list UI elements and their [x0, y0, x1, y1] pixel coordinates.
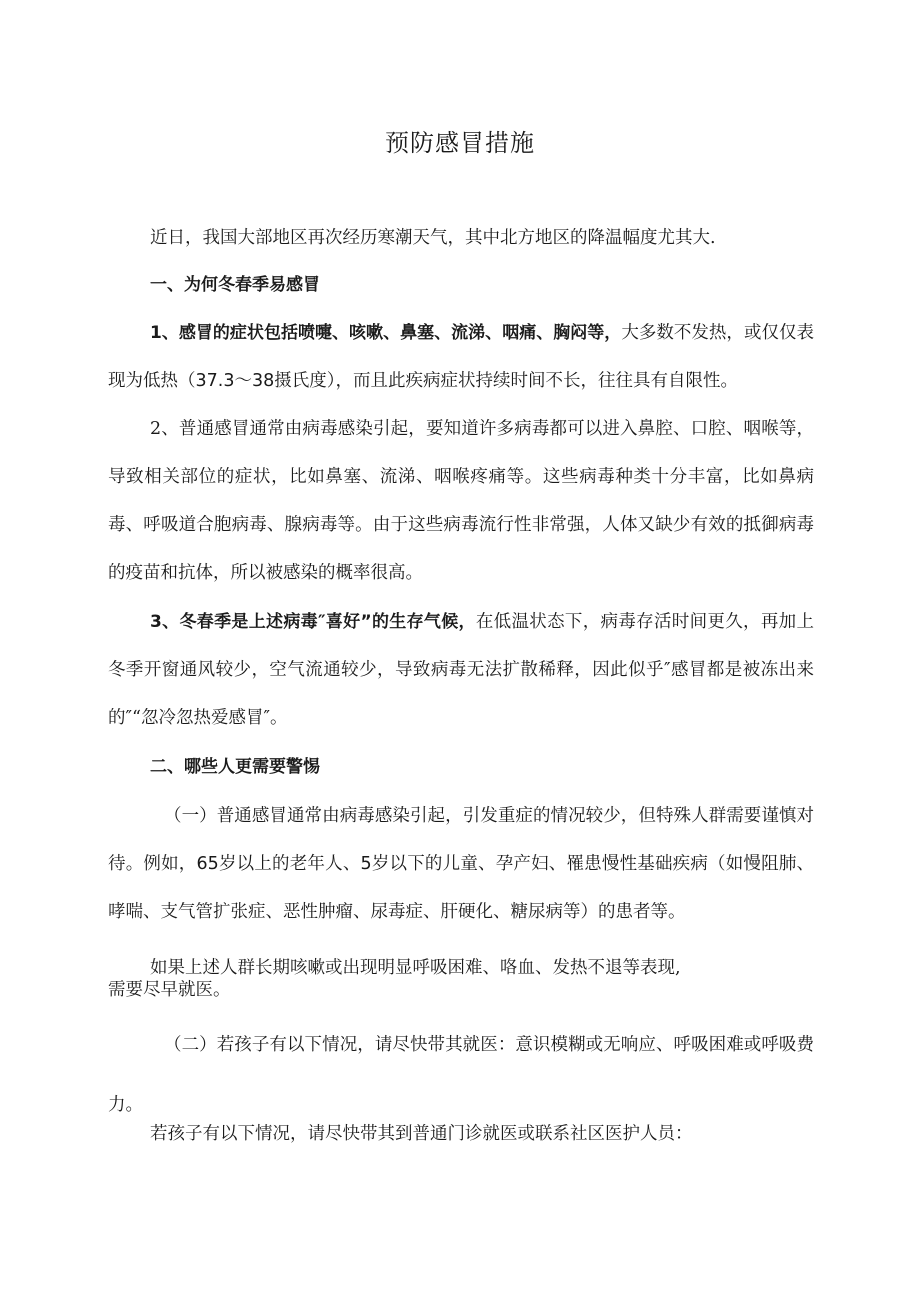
- section2-heading: 二、哪些人更需要警惕: [150, 757, 320, 777]
- section1-heading: 一、为何冬春季易感冒: [150, 275, 320, 295]
- document-title: 预防感冒措施: [385, 129, 535, 157]
- section1-paragraph-3: [108, 598, 814, 742]
- section2-paragraph-2: [108, 957, 814, 1001]
- section2-paragraph-4: 若孩子有以下情况，请尽快带其到普通门诊就医或联系社区医护人员：: [150, 1124, 693, 1144]
- paragraph-1-bold-lead: 1、感冒的症状包括喷嚏、咳嗽、鼻塞、流涕、咽痛、胸闷等，: [150, 323, 622, 343]
- intro-paragraph: 近日，我国大部地区再次经历寒潮天气，其中北方地区的降温幅度尤其大.: [150, 228, 716, 248]
- paragraph-2-line-1: 如果上述人群长期咳嗽或出现明显呼吸困难、咯血、发热不退等表现,: [150, 958, 681, 978]
- paragraph-text-c: 岁以下的儿童、孕产妇、罹患慢性基础疾病（如慢阻肺、哮喘、支气管扩张症、恶性肿瘤、尿毒症、肝硬化、糖尿病等）的患者等。: [108, 854, 815, 922]
- paragraph-2-line-2: 需要尽早就医。: [108, 980, 231, 1000]
- paragraph-text-a: （一）普通感冒通常由病毒感染引起，引发重症的情况较少，但特殊人群需要谨慎对待。例如，: [108, 806, 814, 874]
- age-65: 65: [196, 854, 219, 874]
- section2-paragraph-3: （二）若孩子有以下情况，请尽快带其就医：意识模糊或无响应、呼吸困难或呼吸费力。: [108, 1035, 814, 1115]
- temperature-range: 37.3〜38: [195, 371, 275, 391]
- paragraph-1-text-a: 大多数不发热，或仅仅表现为低热（: [108, 323, 815, 391]
- section1-paragraph-1: [108, 309, 814, 405]
- paragraph-3-text: 在低温状态下，病毒存活时间更久，再加上冬季开窗通风较少，空气流通较少，导致病毒无法扩散稀释，因此似乎″感冒都是被冻出来的″“忽冷忽热爱感冒″。: [108, 612, 814, 728]
- section1-paragraph-2: 2、普通感冒通常由病毒感染引起，要知道许多病毒都可以进入鼻腔、口腔、咽喉等，导致相关部位的症状，比如鼻塞、流涕、咽喉疼痛等。这些病毒种类十分丰富，比如鼻病毒、呼吸道合胞病毒、腺病毒等。由于这些病毒流行性非常强，人体又缺少有效的抵御病毒的疫苗和抗体，所以被感染的概率很高。: [108, 419, 814, 583]
- age-5: 5: [360, 854, 372, 874]
- section2-paragraph-1: [108, 792, 814, 936]
- paragraph-text-b: 岁以上的老年人、: [218, 854, 361, 874]
- paragraph-1-text-b: 摄氏度），而且此疾病症状持续时间不长，往往具有自限性。: [274, 371, 738, 391]
- paragraph-3-bold-lead: 3、冬春季是上述病毒″喜好”的生存气候，: [150, 612, 476, 632]
